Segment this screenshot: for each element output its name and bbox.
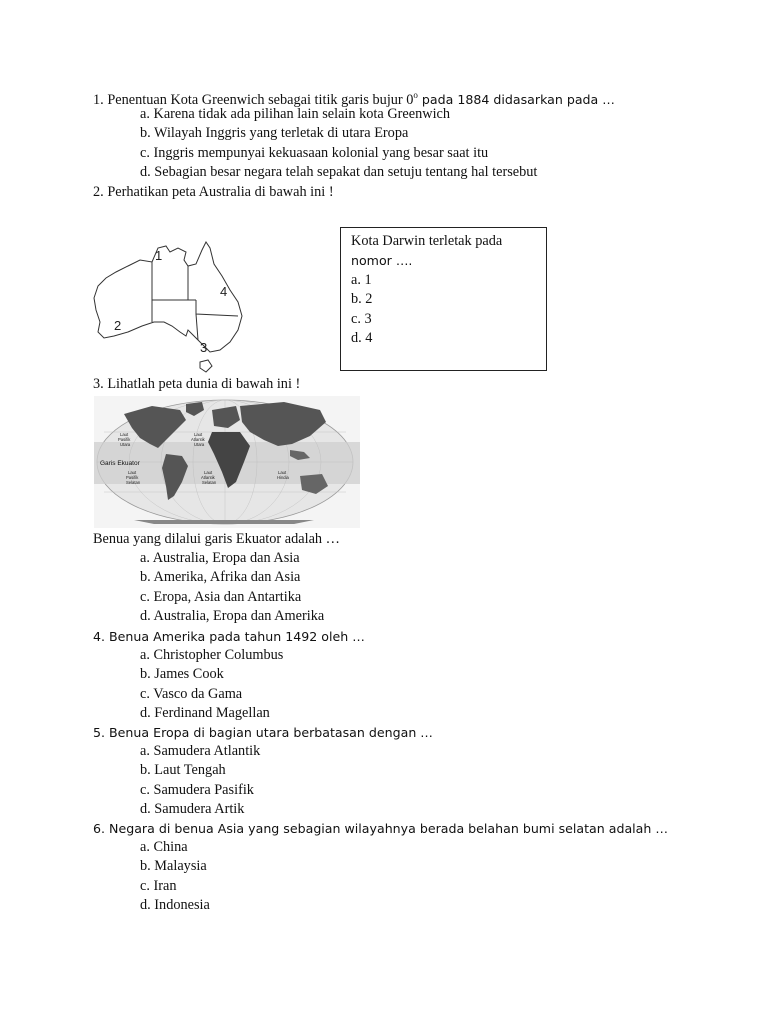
map-label-4: 4 [220, 284, 228, 299]
option-a[interactable]: a. China [140, 839, 188, 855]
label-atlantik-utara-2: Atlantik [191, 437, 205, 442]
label-pasifik-selatan-2: Pasifik [126, 475, 139, 480]
option-b[interactable]: b. Wilayah Inggris yang terletak di utara Eropa [140, 125, 409, 142]
option-d[interactable]: d. Indonesia [140, 897, 210, 914]
tasmania-outline [200, 360, 212, 372]
label-atlantik-selatan-1: Laut [204, 470, 213, 475]
option-b[interactable]: b. James Cook [140, 666, 224, 683]
australia-map [92, 238, 252, 378]
option-b[interactable]: b. Laut Tengah [140, 762, 226, 779]
question-5 [93, 723, 433, 742]
question-number: 3. [93, 376, 104, 392]
question-text: Benua Eropa di bagian utara berbatasan dengan … [109, 725, 433, 740]
option-d[interactable]: d. Australia, Eropa dan Amerika [140, 608, 325, 625]
option-d[interactable]: d. Sebagian besar negara telah sepakat dan setuju tentang hal tersebut [140, 164, 538, 181]
border-sa-qld-nsw [196, 300, 238, 316]
option-c[interactable]: c. Eropa, Asia dan Antartika [140, 588, 302, 605]
question-number: 2. [93, 184, 104, 200]
box-prompt-line-2: nomor …. [351, 253, 413, 269]
question-text: Benua Amerika pada tahun 1492 oleh … [109, 629, 365, 644]
question-1-options [140, 105, 537, 183]
question-text: Penentuan Kota Greenwich sebagai titik garis bujur 0 [107, 91, 414, 108]
option-b[interactable]: b. 2 [351, 291, 373, 308]
option-c[interactable]: c. Inggris mempunyai kekuasaan kolonial yang besar saat itu [140, 144, 489, 161]
option-d[interactable]: d. 4 [351, 329, 373, 346]
degree-superscript: o [413, 90, 418, 100]
option-b[interactable]: b. Malaysia [140, 858, 207, 875]
question-2-answer-box [340, 227, 547, 371]
label-hindia-2: Hindia [277, 475, 289, 480]
option-a[interactable]: a. Karena tidak ada pilihan lain selain kota Greenwich [140, 106, 451, 122]
world-map [94, 396, 360, 528]
option-a[interactable]: a. Samudera Atlantik [140, 743, 261, 759]
option-d[interactable]: d. Samudera Artik [140, 801, 245, 818]
border-sa-vic [196, 314, 198, 340]
label-pasifik-utara-1: Laut [120, 432, 129, 437]
label-atlantik-selatan-3: Selatan [202, 480, 217, 485]
label-pasifik-selatan-3: Selatan [126, 480, 141, 485]
option-c[interactable]: c. Samudera Pasifik [140, 781, 254, 798]
option-a[interactable]: a. 1 [351, 271, 372, 288]
question-text: Negara di benua Asia yang sebagian wilayahnya berada belahan bumi selatan adalah … [109, 821, 668, 836]
question-6 [93, 819, 668, 838]
map-label-3: 3 [200, 340, 208, 355]
question-text: Perhatikan peta Australia di bawah ini ! [107, 184, 334, 200]
question-number: 4. [93, 629, 106, 644]
map-label-2: 2 [114, 318, 122, 333]
label-atlantik-utara-1: Laut [194, 432, 203, 437]
question-text-tail: pada 1884 didasarkan pada … [417, 91, 615, 107]
label-pasifik-utara-2: Pasifik [118, 437, 131, 442]
question-5-options [140, 742, 260, 820]
question-3 [93, 375, 300, 394]
box-prompt-line-1: Kota Darwin terletak pada [351, 233, 503, 249]
label-atlantik-utara-3: Utara [194, 442, 205, 447]
question-4 [93, 627, 365, 646]
option-a[interactable]: a. Christopher Columbus [140, 647, 284, 663]
question-4-options [140, 646, 283, 724]
question-3-stem: Benua yang dilalui garis Ekuator adalah … [93, 531, 340, 547]
label-atlantik-selatan-2: Atlantik [201, 475, 215, 480]
question-number: 6. [93, 821, 106, 836]
option-c[interactable]: c. Iran [140, 877, 177, 894]
question-2 [93, 183, 334, 202]
label-hindia-1: Laut [278, 470, 287, 475]
question-number: 5. [93, 725, 106, 740]
question-number: 1. [93, 91, 104, 108]
label-pasifik-selatan-1: Laut [128, 470, 137, 475]
label-pasifik-utara-3: Utara [120, 442, 131, 447]
option-b[interactable]: b. Amerika, Afrika dan Asia [140, 569, 301, 586]
map-label-1: 1 [155, 248, 163, 263]
option-a[interactable]: a. Australia, Eropa dan Asia [140, 550, 300, 566]
question-3-options [140, 549, 324, 627]
option-d[interactable]: d. Ferdinand Magellan [140, 705, 270, 722]
equator-label: Garis Ekuator [100, 460, 140, 467]
antarctica-shape [134, 520, 314, 524]
question-6-options [140, 838, 210, 916]
option-c[interactable]: c. 3 [351, 310, 372, 327]
option-c[interactable]: c. Vasco da Gama [140, 685, 243, 702]
question-text: Lihatlah peta dunia di bawah ini ! [107, 376, 301, 392]
